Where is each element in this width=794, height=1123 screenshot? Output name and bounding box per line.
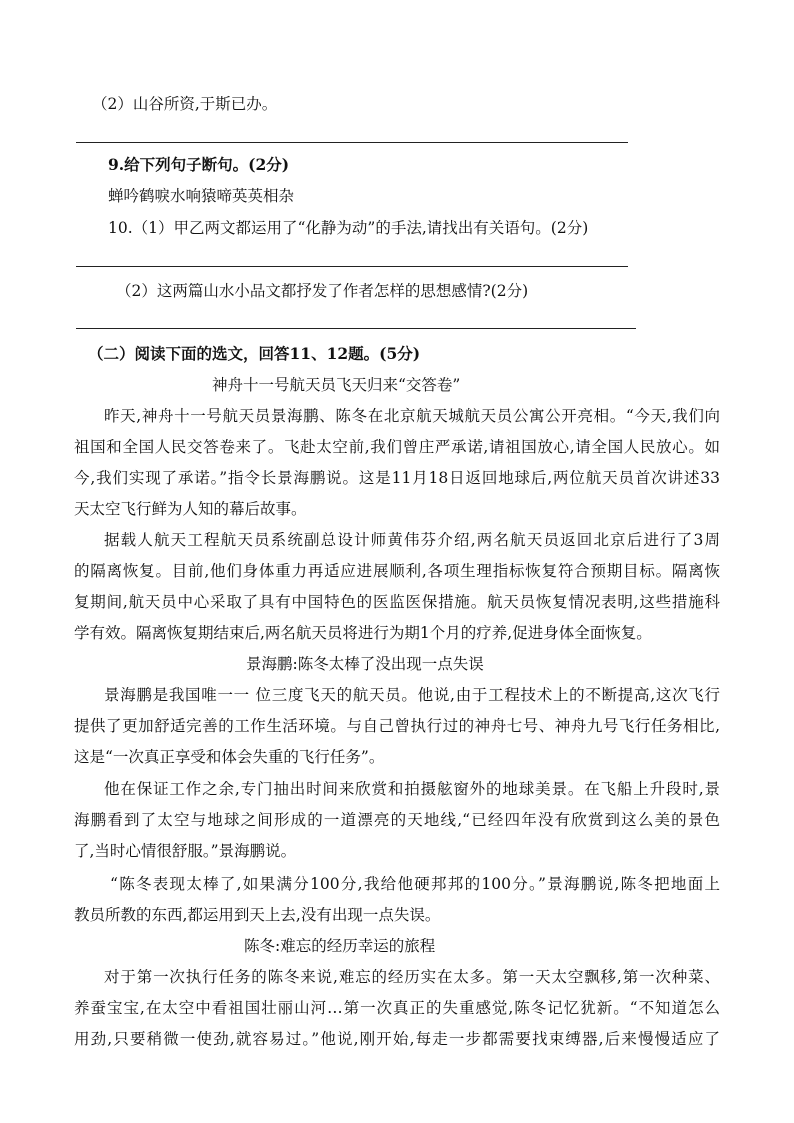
answer-line [76,266,628,267]
paragraph-line: 的隔离恢复。目前,他们身体重力再适应进展顺利,各项生理指标恢复符合预期目标。隔离恢 [74,562,720,580]
paragraph-line: 海鹏看到了太空与地球之间形成的一道漂亮的天地线,“已经四年没有欣赏到这么美的景色 [74,811,720,829]
answer-line [76,142,628,143]
section-heading: （二）阅读下面的选文，回答11、12题。(5分) [88,344,421,363]
q9-sentence: 蝉吟鹤唳水响猿啼英英相杂 [108,187,295,205]
paragraph-line: 昨天,神舟十一号航天员景海鹏、陈冬在北京航天城航天员公寓公开亮相。“今天,我们向 [104,407,720,425]
paragraph-line: 景海鹏是我国唯一一 位三度飞天的航天员。他说,由于工程技术上的不断提高,这次飞行 [104,686,720,704]
article-title: 神舟十一号航天员飞天归来“交答卷” [212,376,461,394]
paragraph-line: 用劲,只要稍微一使劲,就容易过。”他说,刚开始,每走一步都需要找束缚器,后来慢慢适应了 [74,1030,720,1048]
paragraph-line: 这是“一次真正享受和体会失重的飞行任务”。 [74,748,385,766]
q8-part2: （2）山谷所资,于斯已办。 [92,95,278,113]
paragraph-line: 天太空飞行鲜为人知的幕后故事。 [74,500,307,518]
subtitle: 景海鹏:陈冬太棒了没出现一点失误 [246,655,484,673]
paragraph-line: 复期间,航天员中心采取了具有中国特色的医监医保措施。航天员恢复情况表明,这些措施科 [74,593,720,611]
answer-line [76,328,636,329]
paragraph-line: 他在保证工作之余,专门抽出时间来欣赏和拍摄舷窗外的地球美景。在飞船上升段时,景 [104,780,720,798]
q10-part2: （2）这两篇山水小品文都抒发了作者怎样的思想感情?(2分) [116,282,529,300]
paragraph-line: 祖国和全国人民交答卷来了。飞赴太空前,我们曾庄严承诺,请祖国放心,请全国人民放心。如 [74,438,720,456]
q9-title: 9.给下列句子断句。(2分) [108,155,290,174]
q10-part1: 10.（1）甲乙两文都运用了“化静为动”的手法,请找出有关语句。(2分) [108,219,589,237]
paragraph-line: 学有效。隔离恢复期结束后,两名航天员将进行为期1个月的疗养,促进身体全面恢复。 [74,624,652,642]
paragraph-line: 今,我们实现了承诺。”指令长景海鹏说。这是11月18日返回地球后,两位航天员首次讲述33 [74,469,720,487]
paragraph-line: 对于第一次执行任务的陈冬来说,难忘的经历实在太多。第一天太空飘移,第一次种菜、 [104,968,720,986]
paragraph-line: 了,当时心情很舒服。”景海鹏说。 [74,842,297,860]
paragraph-line: 据载人航天工程航天员系统副总设计师黄伟芬介绍,两名航天员返回北京后进行了3周 [104,531,720,549]
paragraph-line: 教员所教的东西,都运用到天上去,没有出现一点失误。 [74,906,441,924]
paragraph-line: “陈冬表现太棒了,如果满分100分,我给他硬邦邦的100分。”景海鹏说,陈冬把地面上 [110,875,720,893]
subtitle: 陈冬:难忘的经历幸运的旅程 [244,937,436,955]
paragraph-line: 养蚕宝宝,在太空中看祖国壮丽山河…第一次真正的失重感觉,陈冬记忆犹新。“不知道怎么 [74,999,720,1017]
paragraph-line: 提供了更加舒适完善的工作生活环境。与自己曾执行过的神舟七号、神舟九号飞行任务相比, [74,717,720,735]
